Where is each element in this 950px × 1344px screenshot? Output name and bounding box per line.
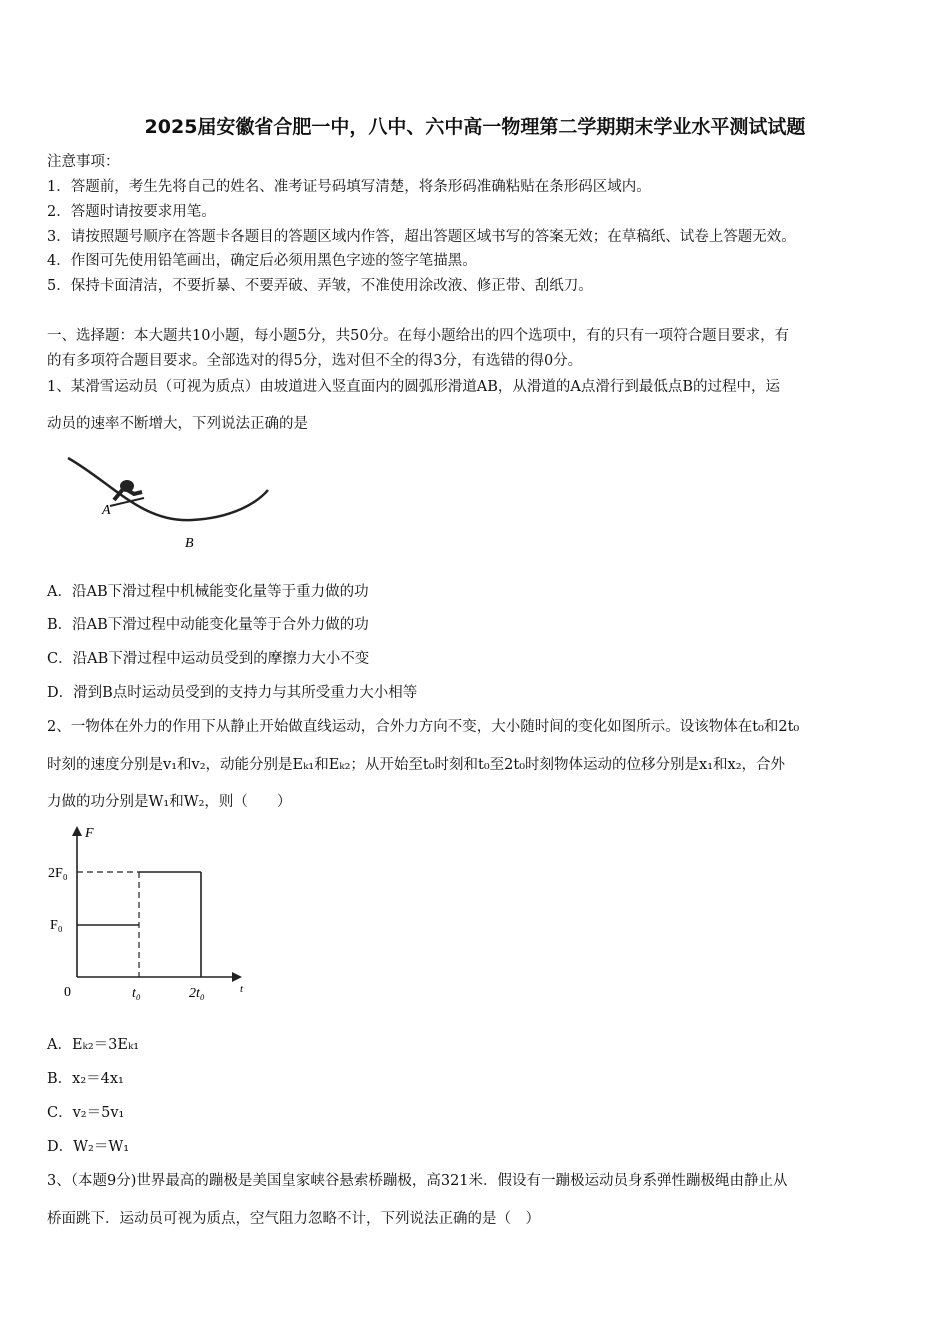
page-title: 2025届安徽省合肥一中，八中、六中高一物理第二学期期末学业水平测试试题 xyxy=(144,116,806,138)
section-intro: 一、选择题：本大题共10小题，每小题5分，共50分。在每小题给出的四个选项中，有的只有一项符合题目要求，有 xyxy=(47,328,790,344)
notice-item: 3．请按照题号顺序在答题卡各题目的答题区域内作答，超出答题区域书写的答案无效；在草稿纸、试卷上答题无效。 xyxy=(47,229,796,245)
section-intro: 的有多项符合题目要求。全部选对的得5分，选对但不全的得3分，有选错的得0分。 xyxy=(47,353,583,369)
notice-item: 5．保持卡面清洁，不要折暴、不要弄破、弄皱，不准使用涂改液、修正带、刮纸刀。 xyxy=(47,278,593,294)
y-tick-2f0: 2F₀ xyxy=(48,866,68,881)
q2-option-d: D．W₂＝W₁ xyxy=(47,1139,130,1155)
skier-icon xyxy=(110,480,144,506)
question-2-stem: 2、一物体在外力的作用下从静止开始做直线运动，合外力方向不变，大小随时间的变化如图所示。设该物体在t₀和2t₀ xyxy=(47,719,800,735)
question-2-stem: 时刻的速度分别是v₁和v₂，动能分别是Eₖ₁和Eₖ₂；从开始至t₀时刻和t₀至2t₀时刻物体运动的位移分别是x₁和x₂，合外 xyxy=(47,757,786,773)
question-1-stem: 1、某滑雪运动员（可视为质点）由坡道进入竖直面内的圆弧形滑道AB，从滑道的A点滑行到最低点B的过程中，运 xyxy=(47,379,780,395)
notice-item: 4．作图可先使用铅笔画出，确定后必须用黑色字迹的签字笔描黑。 xyxy=(47,253,477,269)
point-b-label: B xyxy=(185,536,194,551)
ski-slope-figure xyxy=(62,448,277,558)
question-3-stem: 3、（本题9分)世界最高的蹦极是美国皇家峡谷悬索桥蹦极，高321米．假设有一蹦极运动员身系弹性蹦极绳由静止从 xyxy=(47,1173,788,1189)
notice-heading: 注意事项： xyxy=(47,154,120,170)
y-axis-label: F xyxy=(85,826,94,841)
q2-option-a: A．Eₖ₂＝3Eₖ₁ xyxy=(47,1037,140,1053)
x-axis-label: t xyxy=(240,983,244,995)
q1-option-c: C．沿AB下滑过程中运动员受到的摩擦力大小不变 xyxy=(47,651,370,667)
question-1-stem: 动员的速率不断增大，下列说法正确的是 xyxy=(47,416,308,432)
x-tick-2t0: 2t₀ xyxy=(189,986,205,1001)
x-tick-t0: t₀ xyxy=(132,986,141,1001)
force-time-graph xyxy=(40,822,255,1007)
point-a-label: A xyxy=(102,503,111,518)
question-3-stem: 桥面跳下．运动员可视为质点，空气阻力忽略不计，下列说法正确的是（ ） xyxy=(47,1211,540,1227)
origin-label: 0 xyxy=(64,985,71,1000)
q1-option-b: B．沿AB下滑过程中动能变化量等于合外力做的功 xyxy=(47,617,369,633)
y-tick-f0: F₀ xyxy=(50,918,63,933)
notice-item: 2．答题时请按要求用笔。 xyxy=(47,204,216,220)
q2-option-c: C．v₂＝5v₁ xyxy=(47,1105,125,1121)
q1-option-a: A．沿AB下滑过程中机械能变化量等于重力做的功 xyxy=(47,584,369,600)
q1-option-d: D．滑到B点时运动员受到的支持力与其所受重力大小相等 xyxy=(47,685,418,701)
question-2-stem: 力做的功分别是W₁和W₂，则（ ） xyxy=(47,794,292,810)
q2-option-b: B．x₂＝4x₁ xyxy=(47,1071,124,1087)
notice-item: 1．答题前，考生先将自己的姓名、准考证号码填写清楚，将条形码准确粘贴在条形码区域内。 xyxy=(47,179,651,195)
